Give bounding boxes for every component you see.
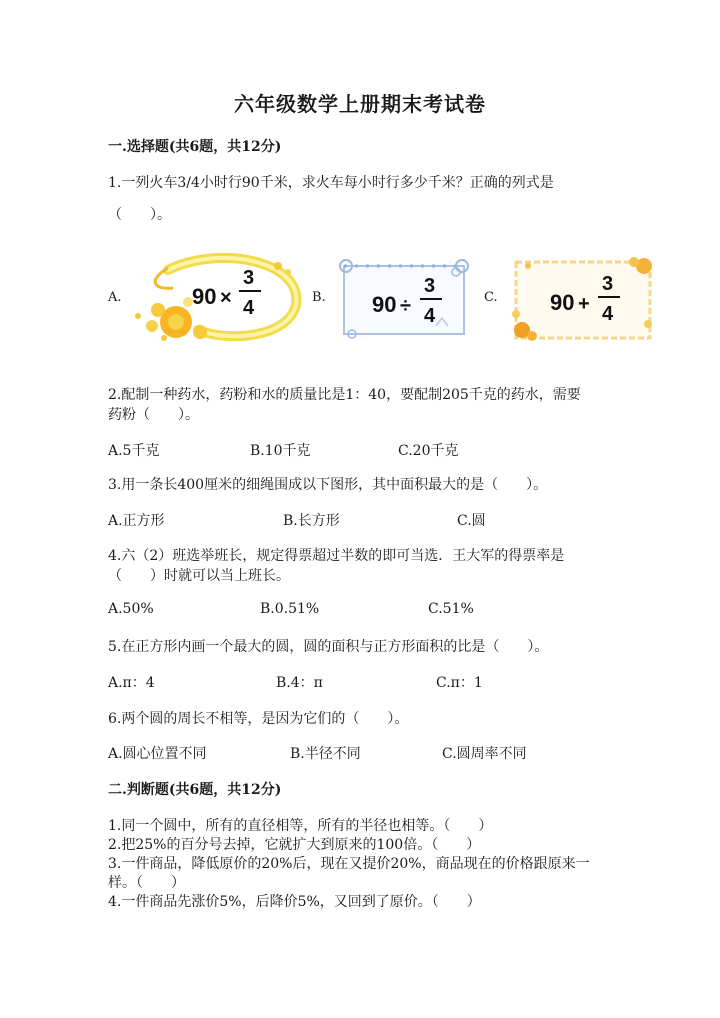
question-4-blank: （ ）时就可以当上班长。 — [108, 568, 290, 584]
q1-c-operator: + — [578, 293, 590, 315]
section-judge-heading: 二.判断题(共6题，共12分) — [108, 782, 282, 798]
q1-option-c-label: C. — [484, 290, 498, 305]
question-3-text: 3.用一条长400厘米的细绳围成以下图形，其中面积最大的是（ ）。 — [108, 477, 548, 493]
q1-c-numerator: 3 — [602, 273, 614, 295]
section-choice-heading: 一.选择题(共6题，共12分) — [108, 139, 282, 155]
question-2-text: 2.配制一种药水，药粉和水的质量比是1：40，要配制205千克的药水，需要 — [108, 387, 581, 403]
q4-option-a[interactable]: A.50% — [108, 601, 154, 617]
q1-a-whole: 90 — [192, 284, 217, 309]
question-1-blank: （ ）。 — [108, 207, 171, 223]
q5-option-a[interactable]: A.π：4 — [108, 675, 155, 691]
judge-item-4: 4.一件商品先涨价5%，后降价5%，又回到了原价。（ ） — [108, 894, 481, 910]
q1-b-whole: 90 — [372, 292, 397, 317]
page-title: 六年级数学上册期末考试卷 — [234, 92, 486, 116]
q1-b-numerator: 3 — [424, 275, 436, 297]
q6-option-b[interactable]: B.半径不同 — [290, 746, 361, 762]
q1-c-denominator: 4 — [602, 303, 614, 325]
q5-option-c[interactable]: C.π：1 — [436, 675, 483, 691]
q1-option-b-card[interactable] — [336, 256, 472, 342]
q2-option-b[interactable]: B.10千克 — [250, 443, 311, 459]
q4-option-b[interactable]: B.0.51% — [260, 601, 320, 617]
judge-item-2: 2.把25%的百分号去掉，它就扩大到原来的100倍。（ ） — [108, 837, 481, 853]
question-2-blank: 药粉（ ）。 — [108, 407, 199, 423]
q5-option-b[interactable]: B.4：π — [276, 675, 323, 691]
q1-option-a-card[interactable] — [128, 250, 308, 342]
judge-item-3-cont: 样。（ ） — [108, 875, 185, 891]
q3-option-b[interactable]: B.长方形 — [283, 513, 340, 529]
q1-option-a-label: A. — [108, 290, 122, 305]
q6-option-a[interactable]: A.圆心位置不同 — [108, 746, 207, 762]
q3-option-a[interactable]: A.正方形 — [108, 513, 165, 529]
q1-b-denominator: 4 — [424, 305, 436, 327]
q2-option-c[interactable]: C.20千克 — [398, 443, 459, 459]
q1-c-whole: 90 — [550, 290, 575, 315]
question-4-text: 4.六（2）班选举班长，规定得票超过半数的即可当选．王大军的得票率是 — [108, 548, 565, 564]
q1-option-b-label: B. — [312, 290, 326, 305]
q1-a-operator: × — [220, 287, 232, 309]
q1-b-operator: ÷ — [400, 295, 411, 317]
q1-a-numerator: 3 — [243, 267, 255, 289]
q2-option-a[interactable]: A.5千克 — [108, 443, 160, 459]
q1-option-c-card[interactable] — [508, 254, 658, 346]
judge-item-1: 1.同一个圆中，所有的直径相等，所有的半径也相等。（ ） — [108, 818, 493, 834]
q6-option-c[interactable]: C.圆周率不同 — [442, 746, 527, 762]
judge-item-3: 3.一件商品，降低原价的20%后，现在又提价20%，商品现在的价格跟原来一 — [108, 856, 590, 872]
question-6-text: 6.两个圆的周长不相等，是因为它们的（ ）。 — [108, 711, 409, 727]
q4-option-c[interactable]: C.51% — [428, 601, 474, 617]
question-5-text: 5.在正方形内画一个最大的圆，圆的面积与正方形面积的比是（ ）。 — [108, 639, 549, 655]
q3-option-c[interactable]: C.圆 — [457, 513, 486, 529]
q1-a-denominator: 4 — [243, 297, 255, 319]
question-1-text: 1.一列火车3/4小时行90千米，求火车每小时行多少千米？正确的列式是 — [108, 175, 554, 191]
